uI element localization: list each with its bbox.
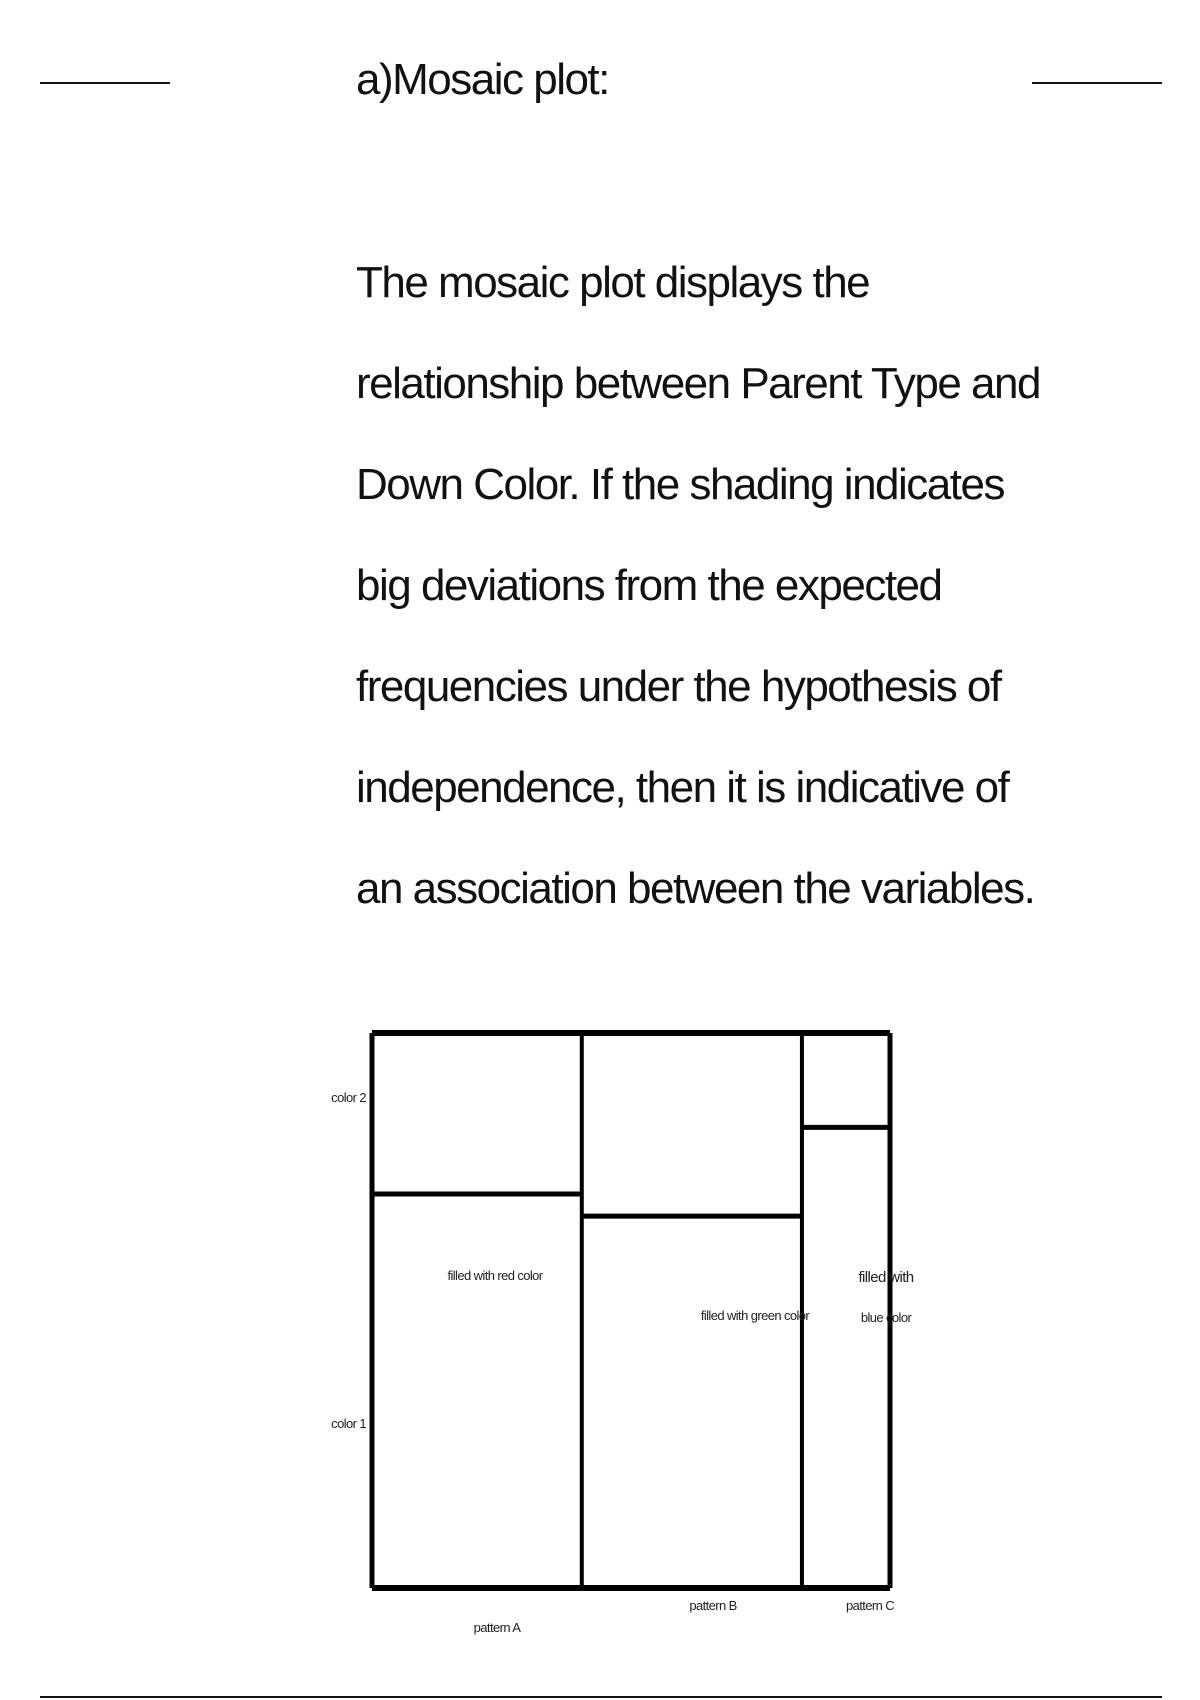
tile-pattern-c-color-1 [802,1127,890,1588]
paragraph-line-3: Down Color. If the shading indicates [356,460,1004,509]
x-label-pattern-c: pattern C [845,1598,895,1613]
tile-pattern-b-color-1 [582,1216,802,1588]
top-right-rule [1032,82,1162,84]
tile-pattern-a-color-1 [372,1194,582,1588]
x-label-pattern-b: pattern B [689,1598,737,1613]
cell-note-pattern-c-line-2: blue color [860,1310,912,1325]
x-label-pattern-a: pattern A [473,1620,521,1635]
paragraph-line-5: frequencies under the hypothesis of [356,662,1001,711]
y-label-color-1: color 1 [331,1416,366,1431]
paragraph-line-2: relationship between Parent Type and [356,359,1040,408]
paragraph-line-7: an association between the variables. [356,864,1035,913]
tile-pattern-b-color-2 [582,1033,802,1216]
tile-pattern-a-color-2 [372,1033,582,1194]
paragraph-line-1: The mosaic plot displays the [356,258,870,307]
mosaic-plot [331,1020,940,1660]
body-paragraph [356,258,1040,965]
section-heading: a)Mosaic plot: [356,55,609,104]
y-label-color-2: color 2 [331,1090,366,1105]
cell-note-pattern-c-line-1: filled with [858,1269,914,1286]
cell-note-pattern-b: filled with green color [700,1308,810,1323]
bottom-rule [40,1696,1162,1698]
mosaic-cells [372,1033,890,1588]
mosaic-plot-svg [331,1020,940,1660]
tile-pattern-c-color-2 [802,1033,890,1127]
paragraph-line-6: independence, then it is indicative of [356,763,1009,812]
top-left-rule [40,82,170,84]
cell-note-pattern-a: filled with red color [447,1268,543,1283]
paragraph-line-4: big deviations from the expected [356,561,942,610]
